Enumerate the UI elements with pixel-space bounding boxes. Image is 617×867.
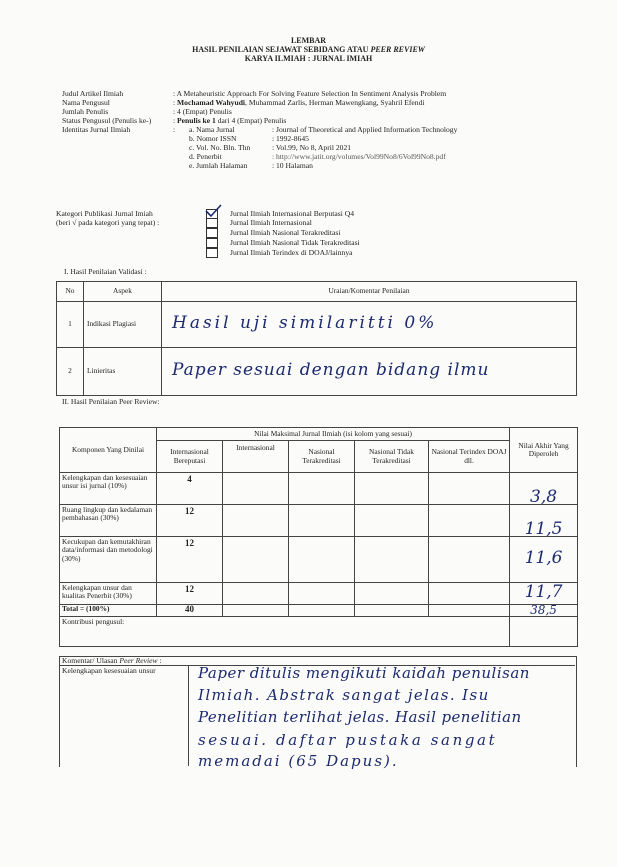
title-peer-review: PEER REVIEW (370, 45, 425, 54)
pr-row2-internasional (223, 505, 289, 537)
pr-total-label: Total = (100%) (60, 605, 157, 617)
status-label: Status Pengusul (Penulis ke-) (62, 116, 152, 125)
pr-total-nas-akreditasi (289, 605, 355, 617)
pr-row2-max: 12 (157, 505, 223, 537)
validasi-row2-aspek: Linieritas (84, 348, 162, 396)
jumlah-label: Jumlah Penulis (62, 107, 109, 116)
pr-col-nas-tidak: Nasional Tidak Terakreditasi (355, 441, 429, 473)
kategori-checkbox-nasional-akreditasi[interactable] (206, 228, 218, 238)
pr-header-final: Nilai Akhir Yang Diperoleh (510, 428, 578, 473)
pr-row1-final: 3,8 (530, 486, 558, 507)
pr-row2-nas-akreditasi (289, 505, 355, 537)
review-line-3: Penelitian terlihat jelas. Hasil penelitian (198, 708, 522, 726)
pr-row4-nas-akreditasi (289, 583, 355, 605)
jurnal-issn-value: : 1992-8645 (272, 134, 309, 143)
pr-row3-final: 11,6 (524, 547, 563, 568)
jurnal-halaman-value: : 10 Halaman (272, 161, 313, 170)
pr-total-final: 38,5 (530, 603, 557, 617)
pr-col-int-bereputasi: Internasional Bereputasi (157, 441, 223, 473)
pr-col-internasional: Internasional (223, 441, 289, 473)
jurnal-vol-value: : Vol.99, No 8, April 2021 (272, 143, 352, 152)
pr-col-doaj: Nasional Terindex DOAJ dll. (429, 441, 510, 473)
section1-title: I. Hasil Penilaian Validasi : (64, 267, 147, 276)
validasi-header-komentar: Uraian/Komentar Penilaian (162, 282, 577, 302)
pr-row1-komponen: Kelengkapan dan kesesuaian unsur isi jurnal (10%) (60, 473, 157, 505)
review-header-em: Peer Review (119, 656, 158, 665)
title-hasil-text: HASIL PENILAIAN SEJAWAT SEBIDANG ATAU (192, 45, 371, 54)
pr-row3-doaj (429, 537, 510, 583)
pengusul-value: : Mochamad Wahyudi, Muhammad Zarlis, Herman Mawengkang, Syahril Efendi (173, 98, 425, 107)
kategori-instruction: (beri √ pada kategori yang tepat) : (56, 218, 160, 227)
review-col-divider (188, 665, 189, 766)
pr-row4-nas-tidak (355, 583, 429, 605)
review-item-label: Kelengkapan kesesuaian unsur (62, 666, 156, 675)
pr-header-komponen: Komponen Yang Dinilai (60, 428, 157, 473)
review-header (62, 656, 162, 665)
kategori-checkbox-nasional-tidak[interactable] (206, 238, 218, 248)
identitas-colon: : (173, 125, 176, 134)
pr-row3-max: 12 (157, 537, 223, 583)
pr-row1-internasional (223, 473, 289, 505)
pr-row1-nas-tidak (355, 473, 429, 505)
judul-label: Judul Artikel Ilmiah (62, 89, 124, 98)
pr-row2-final: 11,5 (524, 518, 563, 539)
status-value: : Penulis ke 1 dari 4 (Empat) Penulis (173, 116, 287, 125)
pr-row4-internasional (223, 583, 289, 605)
pr-row3-komponen: Kecukupan dan kemutakhiran data/informasi dan metodologi (30%) (60, 537, 157, 583)
status-rest: dari 4 (Empat) Penulis (215, 116, 287, 125)
kategori-option-nasional-tidak: Jurnal Ilmiah Nasional Tidak Terakreditasi (230, 238, 360, 247)
review-line-1: Paper ditulis mengikuti kaidah penulisan (198, 664, 530, 682)
pr-row4-doaj (429, 583, 510, 605)
kategori-option-internasional: Jurnal Ilmiah Internasional (230, 218, 312, 227)
identitas-label: Identitas Jurnal Ilmiah (62, 125, 131, 134)
title-lembar: LEMBAR (290, 36, 327, 45)
validasi-row1-komentar: Hasil uji similaritti 0% (172, 312, 438, 333)
pr-total-nas-tidak (355, 605, 429, 617)
kategori-option-q4: Jurnal Ilmiah Internasional Berputasi Q4 (230, 209, 354, 218)
pr-row2-doaj (429, 505, 510, 537)
validasi-row1-aspek: Indikasi Plagiasi (84, 302, 162, 348)
pr-row2-komponen: Ruang lingkup dan kedalaman pembahasan (30%) (60, 505, 157, 537)
pr-row3-nas-akreditasi (289, 537, 355, 583)
pr-col-nas-akreditasi: Nasional Terakreditasi (289, 441, 355, 473)
jurnal-issn-key: b. Nomor ISSN (189, 134, 237, 143)
pr-total-doaj (429, 605, 510, 617)
kategori-checkbox-doaj[interactable] (206, 248, 218, 258)
validasi-row1-no: 1 (57, 302, 84, 348)
validasi-row2-no: 2 (57, 348, 84, 396)
section2-title: II. Hasil Penilaian Peer Review: (62, 397, 160, 406)
validasi-header-aspek: Aspek (84, 282, 162, 302)
pengusul-coauthors: , Muhammad Zarlis, Herman Mawengkang, Syahril Efendi (245, 98, 425, 107)
jurnal-nama-key: a. Nama Jurnal (189, 125, 235, 134)
jurnal-vol-key: c. Vol. No. Bln. Thn (189, 143, 251, 152)
title-karya-ilmiah: KARYA ILMIAH : JURNAL IMIAH (244, 54, 373, 63)
validasi-row2-komentar: Paper sesuai dengan bidang ilmu (172, 359, 490, 380)
review-header-pre: Komentar/ Ulasan (62, 656, 120, 665)
pengusul-name: Mochamad Wahyudi (177, 98, 246, 107)
pr-kontribusi-value (510, 617, 578, 647)
review-line-2: Ilmiah. Abstrak sangat jelas. Isu (198, 686, 490, 704)
kategori-option-doaj: Jurnal Ilmiah Terindex di DOAJ/lainnya (230, 248, 353, 257)
pr-row1-nas-akreditasi (289, 473, 355, 505)
pr-row1-doaj (429, 473, 510, 505)
validasi-table (56, 281, 577, 396)
jurnal-penerbit-key: d. Penerbit (189, 152, 222, 161)
jumlah-value: : 4 (Empat) Penulis (173, 107, 232, 116)
pr-total-internasional (223, 605, 289, 617)
pr-row3-nas-tidak (355, 537, 429, 583)
status-bold: Penulis ke 1 (177, 116, 216, 125)
pr-row4-komponen: Kelengkapan unsur dan kualitas Penerbit (30%) (60, 583, 157, 605)
pr-header-group: Nilai Maksimal Jurnal Ilmiah (isi kolom yang sesuai) (157, 428, 510, 441)
pr-row4-max: 12 (157, 583, 223, 605)
peer-review-table (59, 427, 578, 647)
kategori-checkbox-internasional[interactable] (206, 218, 218, 228)
pr-total-max: 40 (157, 605, 223, 617)
pr-kontribusi-label: Kontribusi pengusul: (60, 617, 510, 647)
pr-row2-nas-tidak (355, 505, 429, 537)
kategori-label: Kategori Publikasi Jurnal Imiah (56, 209, 153, 218)
jurnal-nama-value: : Journal of Theoretical and Applied Information Technology (272, 125, 458, 134)
kategori-option-nasional-akreditasi: Jurnal Ilmiah Nasional Terakreditasi (230, 228, 341, 237)
jurnal-penerbit-link[interactable]: : http://www.jatit.org/volumes/Vol99No8/6Vol99No8.pdf (272, 152, 446, 161)
review-line-4: sesuai. daftar pustaka sangat (198, 731, 498, 749)
pengusul-label: Nama Pengusul (62, 98, 110, 107)
review-header-post: : (157, 656, 162, 665)
pr-row3-internasional (223, 537, 289, 583)
validasi-header-no: No (57, 282, 84, 302)
pr-row1-max: 4 (157, 473, 223, 505)
review-line-5: memadai (65 Dapus). (198, 752, 399, 770)
title-hasil-penilaian (0, 45, 617, 54)
judul-value: : A Metaheuristic Approach For Solving Feature Selection In Sentiment Analysis Problem (173, 89, 447, 98)
checkmark-icon (203, 203, 223, 219)
pr-row4-final: 11,7 (524, 581, 563, 602)
jurnal-halaman-key: e. Jumlah Halaman (189, 161, 248, 170)
